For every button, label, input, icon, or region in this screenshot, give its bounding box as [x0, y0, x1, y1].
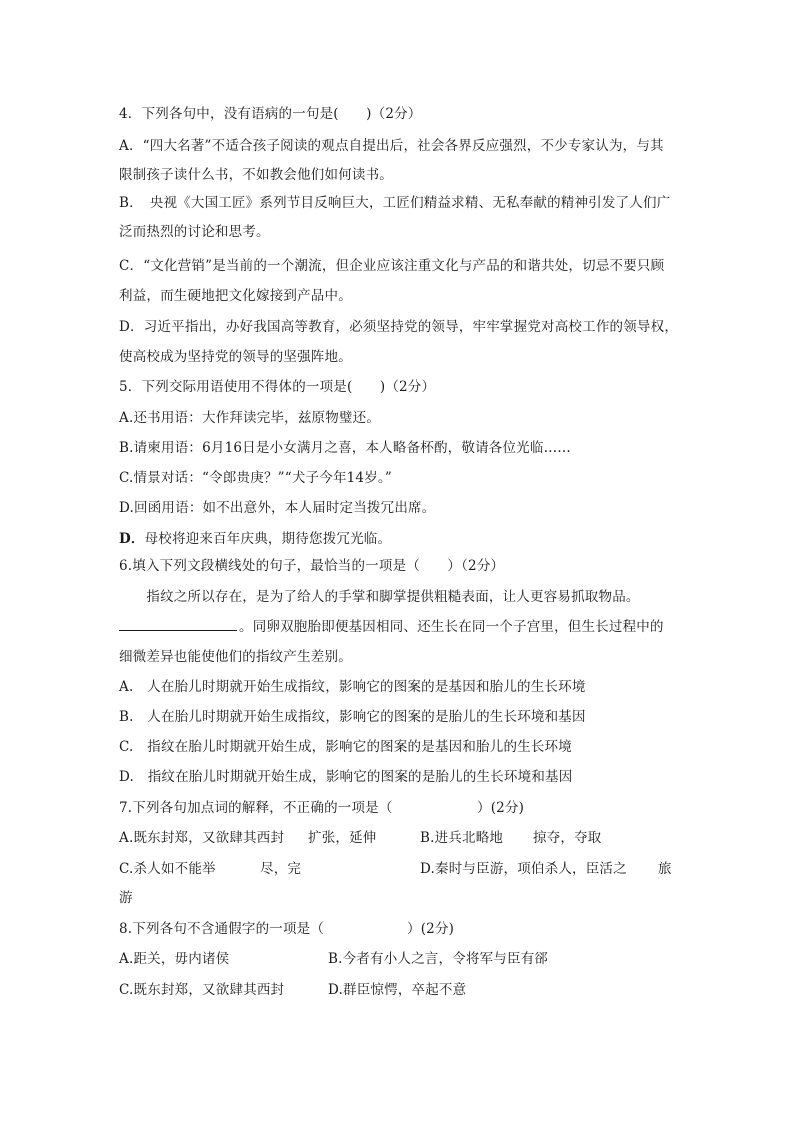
- q5-option-e: [119, 530, 391, 548]
- q6-option-d: D. 指纹在胎儿时期就开始生成，影响它的图案的是胎儿的生长环境和基因: [119, 769, 573, 785]
- q7-option-b: B.进兵北略地: [420, 830, 504, 846]
- q6-option-b: B. 人在胎儿时期就开始生成指纹，影响它的图案的是胎儿的生长环境和基因: [119, 709, 586, 725]
- q5-option-e-letter: D．: [119, 531, 145, 547]
- q7-stem: 7.下列各句加点词的解释，不正确的一项是（ ）(2分): [119, 800, 525, 816]
- q4-option-b-line1: B． 央视《大国工匠》系列节目反响巨大，工匠们精益求精、无私奉献的精神引发了人们广: [119, 195, 671, 211]
- q7-option-c-gloss: 尽，完: [260, 861, 302, 877]
- q8-option-b: B.今者有小人之言，令将军与臣有郤: [328, 951, 549, 967]
- q8-option-a: A.距关，毋内诸侯: [119, 951, 230, 967]
- q8-row-cd: [119, 981, 679, 999]
- q7-option-a: A.既东封郑，又欲肆其西封: [119, 830, 285, 846]
- q7-option-d-gloss-part1: 旅: [658, 861, 672, 877]
- q5-option-c: C.情景对话：“令郎贵庚？”“犬子今年14岁。”: [119, 470, 392, 486]
- q4-option-a-line2: 限制孩子读什么书，不如教会他们如何读书。: [119, 167, 393, 183]
- q8-row-ab: [119, 950, 679, 968]
- q6-stem: 6.填入下列文段横线处的句子，最恰当的一项是（ ）（2分）: [119, 558, 505, 574]
- q4-option-d-line1: D．习近平指出，办好我国高等教育，必须坚持党的领导，牢牢掌握党对高校工作的领导权，: [119, 319, 679, 335]
- q4-stem: 4．下列各句中，没有语病的一句是( )（2分）: [119, 106, 422, 122]
- q6-option-c: C. 指纹在胎儿时期就开始生成，影响它的图案的是基因和胎儿的生长环境: [119, 739, 572, 755]
- q6-option-a: A. 人在胎儿时期就开始生成指纹，影响它的图案的是基因和胎儿的生长环境: [119, 679, 586, 695]
- q5-stem: 5．下列交际用语使用不得体的一项是( )（2分）: [119, 379, 436, 395]
- q6-passage-line2: 。同卵双胞胎即便基因相同、还生长在同一个子宫里，但生长过程中的: [119, 618, 664, 636]
- q8-option-d: D.群臣惊愕，卒起不意: [328, 982, 467, 998]
- q7-option-d: D.秦时与臣游，项伯杀人，臣活之: [420, 861, 627, 877]
- q4-option-d-line2: 使高校成为坚持党的领导的坚强阵地。: [119, 349, 352, 365]
- q5-option-d: D.回函用语：如不出意外，本人届时定当拨冗出席。: [119, 500, 436, 516]
- q4-option-b-line2: 泛而热烈的讨论和思考。: [119, 224, 270, 240]
- exam-page: [119, 0, 679, 1123]
- q5-option-a: A.还书用语：大作拜读完毕，兹原物璧还。: [119, 410, 381, 426]
- q4-option-c-line2: 利益，而生硬地把文化嫁接到产品中。: [119, 288, 352, 304]
- q7-option-a-gloss: 扩张，延伸: [308, 830, 377, 846]
- q7-option-b-gloss: 掠夺，夺取: [533, 830, 602, 846]
- q7-option-d-gloss-part2: 游: [119, 890, 133, 906]
- q4-option-a-line1: A．“四大名著”不适合孩子阅读的观点自提出后，社会各界反应强烈，不少专家认为，与其: [119, 138, 664, 154]
- q5-option-e-text: 母校将迎来百年庆典，期待您拨冗光临。: [144, 531, 392, 547]
- q8-stem: 8.下列各句不含通假字的一项是（ ）(2分): [119, 921, 455, 937]
- q6-passage-line1: 指纹之所以存在，是为了给人的手掌和脚掌提供粗糙表面，让人更容易抓取物品。: [119, 589, 640, 605]
- q7-row-ab: [119, 829, 679, 847]
- q5-option-b: B.请柬用语：6月16日是小女满月之喜，本人略备杯酌，敬请各位光临……: [119, 440, 571, 456]
- q4-option-c-line1: C．“文化营销”是当前的一个潮流，但企业应该注重文化与产品的和谐共处，切忌不要只顾: [119, 258, 665, 274]
- q6-passage-line3: 细微差异也能使他们的指纹产生差别。: [119, 649, 352, 665]
- q7-option-c: C.杀人如不能举: [119, 861, 216, 877]
- q7-row-cd: [119, 860, 679, 878]
- q8-option-c: C.既东封郑，又欲肆其西封: [119, 982, 285, 998]
- answer-blank-line: [119, 618, 237, 631]
